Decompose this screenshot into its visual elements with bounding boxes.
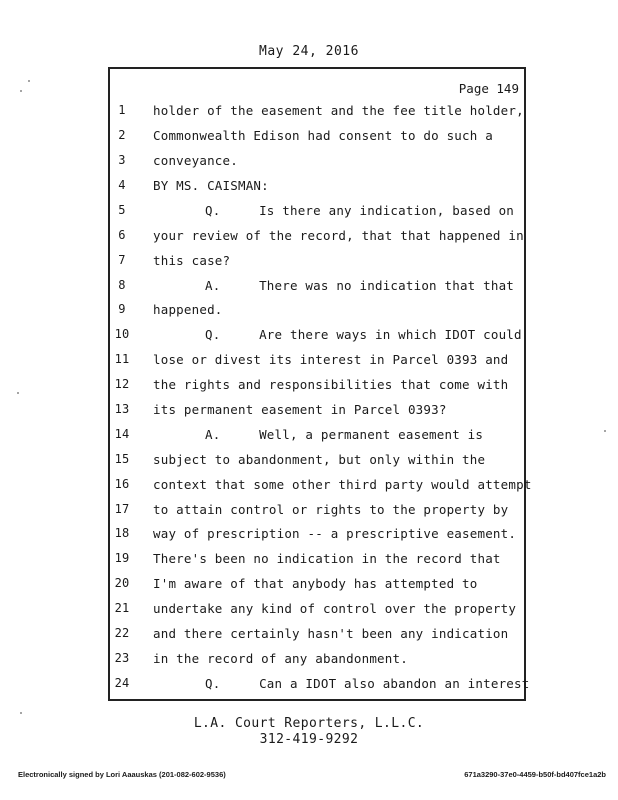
line-text: context that some other third party would attempt [153,477,532,492]
electronic-signature: Electronically signed by Lori Aaauskas (201-082-602-9536) [18,770,226,779]
line-number: 2 [118,128,126,142]
line-number: 20 [114,576,130,590]
line-text: to attain control or rights to the property by [153,502,509,517]
line-text: this case? [153,253,231,268]
page-number: Page 149 [458,81,519,96]
line-number: 3 [118,153,126,167]
line-text: lose or divest its interest in Parcel 0393 and [153,352,509,367]
transcript-line [0,352,618,372]
reporter-phone: 312-419-9292 [259,732,359,747]
line-text: Commonwealth Edison had consent to do such a [153,128,493,143]
transcript-line [0,402,618,422]
scan-speck [20,712,22,714]
line-text: I'm aware of that anybody has attempted to [153,576,478,591]
line-number: 10 [114,327,130,341]
line-number: 7 [118,253,126,267]
document-id: 671a3290-37e0-4459-b50f-bd407fce1a2b [464,770,606,779]
transcript-date: May 24, 2016 [259,44,359,59]
transcript-line [0,651,618,671]
scan-speck [28,80,30,82]
transcript-line [0,576,618,596]
line-text: in the record of any abandonment. [153,651,408,666]
transcript-line [0,302,618,322]
line-text: There's been no indication in the record that [153,551,501,566]
line-number: 9 [118,302,126,316]
line-number: 23 [114,651,130,665]
transcript-line [0,153,618,173]
transcript-line [0,626,618,646]
line-text: happened. [153,302,223,317]
transcript-line [0,253,618,273]
line-number: 12 [114,377,130,391]
line-number: 14 [114,427,130,441]
transcript-line [0,676,618,696]
line-number: 16 [114,477,130,491]
transcript-line [0,452,618,472]
line-text: undertake any kind of control over the property [153,601,517,616]
transcript-line [0,327,618,347]
line-number: 13 [114,402,130,416]
line-number: 8 [118,278,126,292]
line-text: Q. Is there any indication, based on [205,203,515,218]
transcript-line [0,128,618,148]
line-number: 4 [118,178,126,192]
line-number: 11 [114,352,130,366]
transcript-line [0,526,618,546]
line-number: 22 [114,626,130,640]
line-text: Q. Are there ways in which IDOT could [205,327,522,342]
transcript-line [0,228,618,248]
transcript-line [0,203,618,223]
line-text: BY MS. CAISMAN: [153,178,269,193]
line-number: 19 [114,551,130,565]
line-text: conveyance. [153,153,238,168]
line-text: subject to abandonment, but only within the [153,452,486,467]
line-number: 1 [118,103,126,117]
line-text: its permanent easement in Parcel 0393? [153,402,447,417]
scan-speck [17,392,19,394]
line-number: 6 [118,228,126,242]
transcript-line [0,477,618,497]
line-number: 17 [114,502,130,516]
line-text: and there certainly hasn't been any indication [153,626,509,641]
line-number: 5 [118,203,126,217]
reporter-company: L.A. Court Reporters, L.L.C. [193,716,425,731]
line-number: 24 [114,676,130,690]
line-number: 21 [114,601,130,615]
line-text: Q. Can a IDOT also abandon an interest [205,676,530,691]
transcript-line [0,103,618,123]
scan-speck [604,430,606,432]
transcript-line [0,178,618,198]
line-text: holder of the easement and the fee title holder, [153,103,524,118]
scan-speck [20,90,22,92]
line-text: A. Well, a permanent easement is [205,427,484,442]
line-text: your review of the record, that that happened in [153,228,524,243]
transcript-line [0,377,618,397]
line-text: A. There was no indication that that [205,278,515,293]
line-number: 15 [114,452,130,466]
transcript-line [0,427,618,447]
line-text: the rights and responsibilities that come with [153,377,509,392]
transcript-line [0,551,618,571]
transcript-line [0,502,618,522]
line-number: 18 [114,526,130,540]
transcript-line [0,601,618,621]
line-text: way of prescription -- a prescriptive easement. [153,526,517,541]
transcript-line [0,278,618,298]
